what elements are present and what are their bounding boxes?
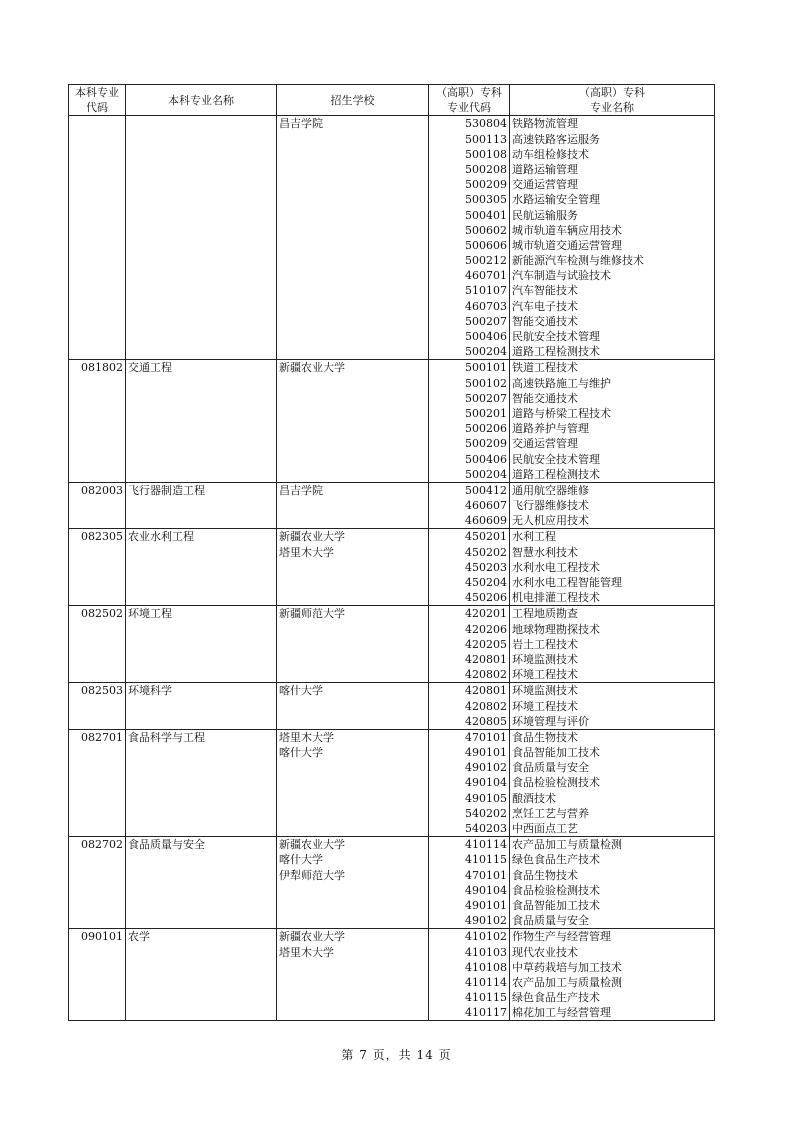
college-major-name: 环境监测技术: [512, 652, 578, 666]
bachelor-code: 082503: [81, 684, 123, 698]
school-cell: [277, 360, 429, 483]
college-major-code: 410103: [465, 945, 507, 959]
college-major-code: 500207: [465, 391, 507, 405]
college-major-name: 食品检验检测技术: [512, 883, 600, 897]
college-major-code: 490101: [465, 898, 507, 912]
college-major-code: 540203: [465, 822, 507, 835]
college-major-code: 460607: [465, 499, 507, 513]
college-major-code: 500201: [465, 406, 507, 420]
school-name: 塔里木大学: [279, 730, 334, 744]
bachelor-name-cell: [126, 529, 277, 606]
college-major-name: 城市轨道车辆应用技术: [512, 223, 622, 237]
school-name: 昌吉学院: [279, 483, 323, 497]
bachelor-name-cell: [126, 116, 277, 360]
bachelor-code: 090101: [81, 930, 123, 944]
college-major-code: 500412: [465, 483, 507, 497]
college-major-code: 420802: [465, 668, 507, 682]
school-cell: [277, 729, 429, 836]
college-major-code: 500108: [465, 147, 507, 161]
college-major-name: 棉花加工与经营管理: [512, 1006, 611, 1020]
college-major-code: 490102: [465, 914, 507, 928]
bachelor-code-cell: [69, 729, 126, 836]
college-major-code: 450203: [465, 560, 507, 574]
school-name: 新疆农业大学: [279, 930, 345, 944]
table-row: [69, 606, 715, 683]
table-row: [69, 116, 715, 360]
college-major-name: 食品生物技术: [512, 868, 578, 882]
college-major-name: 地球物理勘探技术: [512, 622, 600, 636]
school-name: 新疆农业大学: [279, 530, 345, 544]
college-major-name: 通用航空器维修: [512, 483, 589, 497]
table-row: [69, 360, 715, 483]
college-major-name: 智慧水利技术: [512, 545, 578, 559]
college-major-name: 无人机应用技术: [512, 514, 589, 528]
college-major-code: 420802: [465, 699, 507, 713]
college-name-cell: [510, 606, 715, 683]
college-major-name: 高速铁路施工与维护: [512, 376, 611, 390]
college-major-code: 410115: [465, 853, 507, 867]
college-major-name: 食品智能加工技术: [512, 898, 600, 912]
bachelor-code: 082702: [81, 838, 123, 852]
college-major-name: 食品质量与安全: [512, 914, 589, 928]
college-major-name: 中草药栽培与加工技术: [512, 960, 622, 974]
college-code-cell: [429, 360, 510, 483]
bachelor-code: 082003: [81, 483, 123, 497]
college-major-code: 500209: [465, 437, 507, 451]
header-bachelor-name: 本科专业名称: [126, 85, 277, 116]
college-major-name: 现代农业技术: [512, 945, 578, 959]
college-major-code: 500406: [465, 452, 507, 466]
college-major-name: 水利水电工程智能管理: [512, 576, 622, 589]
school-cell: [277, 929, 429, 1021]
college-major-name: 食品生物技术: [512, 730, 578, 744]
college-major-code: 500204: [465, 345, 507, 359]
college-major-name: 烹饪工艺与营养: [512, 806, 589, 820]
bachelor-code: 082305: [81, 530, 123, 544]
college-major-code: 490105: [465, 791, 507, 805]
bachelor-name: 交通工程: [128, 361, 172, 375]
page-footer: 第 7 页，共 14 页: [341, 1048, 452, 1062]
college-major-name: 铁路物流管理: [512, 117, 578, 131]
college-major-name: 交通运营管理: [512, 437, 578, 451]
bachelor-code-cell: [69, 929, 126, 1021]
college-major-code: 420805: [465, 714, 507, 728]
bachelor-name-cell: [126, 683, 277, 730]
college-major-name: 汽车制造与试验技术: [512, 269, 611, 283]
college-major-code: 500406: [465, 330, 507, 343]
college-major-name: 水利工程: [512, 530, 556, 544]
school-name: 喀什大学: [279, 853, 323, 867]
bachelor-name-cell: [126, 482, 277, 529]
bachelor-name-cell: [126, 837, 277, 929]
bachelor-code-cell: [69, 360, 126, 483]
college-major-code: 500101: [465, 361, 507, 375]
college-code-cell: [429, 837, 510, 929]
college-major-code: 420801: [465, 684, 507, 698]
college-major-code: 450201: [465, 530, 507, 544]
table-header-row: [69, 85, 715, 116]
bachelor-code: 081802: [81, 361, 123, 375]
college-major-code: 490104: [465, 776, 507, 790]
college-major-name: 汽车智能技术: [512, 284, 578, 298]
college-major-name: 水路运输安全管理: [512, 193, 600, 207]
bachelor-code-cell: [69, 683, 126, 730]
college-code-cell: [429, 929, 510, 1021]
college-major-code: 410114: [465, 975, 507, 989]
table-body: [69, 116, 715, 1021]
college-major-code: 500602: [465, 223, 507, 237]
college-major-name: 环境工程技术: [512, 668, 578, 682]
school-cell: [277, 683, 429, 730]
college-major-name: 飞行器维修技术: [512, 499, 589, 513]
college-major-code: 500208: [465, 162, 507, 176]
college-major-code: 500209: [465, 178, 507, 192]
college-major-code: 490102: [465, 761, 507, 775]
bachelor-name: [128, 116, 274, 131]
college-major-name: 环境管理与评价: [512, 714, 589, 728]
college-major-name: 绿色食品生产技术: [512, 991, 600, 1005]
table-row: [69, 683, 715, 730]
college-code-cell: [429, 116, 510, 360]
college-major-name: 环境监测技术: [512, 684, 578, 698]
school-name: 新疆农业大学: [279, 361, 345, 375]
college-major-name: 道路与桥梁工程技术: [512, 406, 611, 420]
college-major-code: 420801: [465, 652, 507, 666]
college-major-name: 道路工程检测技术: [512, 467, 600, 481]
college-major-name: 民航运输服务: [512, 208, 578, 222]
college-major-code: 450202: [465, 545, 507, 559]
table-row: [69, 529, 715, 606]
school-name: 喀什大学: [279, 684, 323, 698]
school-name: 伊犁师范大学: [279, 868, 345, 882]
header-bachelor-code: 本科专业 代码: [69, 85, 126, 116]
college-major-code: 460609: [465, 514, 507, 528]
bachelor-name: 环境工程: [128, 607, 172, 621]
college-name-cell: [510, 729, 715, 836]
college-major-code: 500606: [465, 238, 507, 252]
college-major-code: 470101: [465, 868, 507, 882]
college-major-code: 450204: [465, 576, 507, 589]
college-major-name: 水利水电工程技术: [512, 560, 600, 574]
college-major-name: 绿色食品生产技术: [512, 853, 600, 867]
header-college-name: （高职）专科 专业名称: [510, 85, 715, 116]
bachelor-name: 环境科学: [128, 684, 172, 698]
header-school: 招生学校: [277, 85, 429, 116]
college-major-code: 500305: [465, 193, 507, 207]
bachelor-name: 食品质量与安全: [128, 838, 205, 852]
college-major-code: 420201: [465, 607, 507, 621]
college-major-name: 道路运输管理: [512, 162, 578, 176]
college-major-code: 500207: [465, 314, 507, 328]
college-code-cell: [429, 606, 510, 683]
college-major-name: 新能源汽车检测与维修技术: [512, 254, 644, 268]
college-major-name: 食品智能加工技术: [512, 746, 600, 760]
college-major-code: 490101: [465, 746, 507, 760]
college-major-code: 420206: [465, 622, 507, 636]
school-name: 喀什大学: [279, 746, 323, 760]
college-code-cell: [429, 729, 510, 836]
college-major-name: 作物生产与经营管理: [512, 930, 611, 944]
college-major-name: 食品检验检测技术: [512, 776, 600, 790]
college-major-name: 高速铁路客运服务: [512, 132, 600, 146]
college-major-code: 420205: [465, 637, 507, 651]
college-major-code: 500102: [465, 376, 507, 390]
bachelor-code-cell: [69, 606, 126, 683]
college-name-cell: [510, 116, 715, 360]
college-major-code: 460701: [465, 269, 507, 283]
college-name-cell: [510, 360, 715, 483]
college-major-name: 农产品加工与质量检测: [512, 838, 622, 852]
college-major-code: 410108: [465, 960, 507, 974]
bachelor-name: 农业水利工程: [128, 530, 194, 544]
college-major-code: 500206: [465, 422, 507, 436]
college-major-code: 500113: [465, 132, 507, 146]
college-major-code: 410114: [465, 838, 507, 852]
college-major-code: 540202: [465, 806, 507, 820]
college-major-code: 490104: [465, 883, 507, 897]
college-major-code: 500212: [465, 254, 507, 268]
college-major-name: 民航安全技术管理: [512, 452, 600, 466]
college-major-code: 410117: [465, 1006, 507, 1020]
college-major-name: 农产品加工与质量检测: [512, 975, 622, 989]
college-code-cell: [429, 529, 510, 606]
college-major-name: 动车组检修技术: [512, 147, 589, 161]
college-major-code: 500204: [465, 467, 507, 481]
college-name-cell: [510, 683, 715, 730]
bachelor-name-cell: [126, 729, 277, 836]
bachelor-name: 食品科学与工程: [128, 730, 205, 744]
college-major-code: 510107: [465, 284, 507, 298]
college-name-cell: [510, 482, 715, 529]
college-code-cell: [429, 482, 510, 529]
college-major-code: 450206: [465, 591, 507, 605]
college-major-name: 岩土工程技术: [512, 637, 578, 651]
bachelor-name-cell: [126, 360, 277, 483]
college-major-code: 410115: [465, 991, 507, 1005]
college-major-name: 酿酒技术: [512, 791, 556, 805]
school-cell: [277, 482, 429, 529]
college-major-code: 460703: [465, 299, 507, 313]
college-major-name: 城市轨道交通运营管理: [512, 238, 622, 252]
bachelor-name: 农学: [128, 930, 150, 944]
college-major-code: 470101: [465, 730, 507, 744]
bachelor-code-cell: [69, 837, 126, 929]
college-major-name: 民航安全技术管理: [512, 330, 600, 343]
bachelor-name-cell: [126, 606, 277, 683]
college-major-name: 环境工程技术: [512, 699, 578, 713]
college-major-name: 中西面点工艺: [512, 822, 578, 835]
college-major-name: 智能交通技术: [512, 391, 578, 405]
college-major-name: 机电排灌工程技术: [512, 591, 600, 605]
college-name-cell: [510, 837, 715, 929]
school-name: 昌吉学院: [279, 117, 323, 131]
bachelor-code-cell: [69, 529, 126, 606]
header-college-code: （高职）专科 专业代码: [429, 85, 510, 116]
bachelor-code: 082502: [81, 607, 123, 621]
school-name: 塔里木大学: [279, 545, 334, 559]
college-name-cell: [510, 929, 715, 1021]
school-cell: [277, 606, 429, 683]
college-major-code: 410102: [465, 930, 507, 944]
college-major-name: 交通运营管理: [512, 178, 578, 192]
college-major-name: 工程地质勘查: [512, 607, 578, 621]
bachelor-code: [71, 116, 123, 131]
school-cell: [277, 837, 429, 929]
college-name-cell: [510, 529, 715, 606]
table-row: [69, 729, 715, 836]
bachelor-code: 082701: [81, 730, 123, 744]
school-name: 塔里木大学: [279, 945, 334, 959]
table-row: [69, 482, 715, 529]
table-row: [69, 837, 715, 929]
college-major-code: 500401: [465, 208, 507, 222]
college-major-name: 道路工程检测技术: [512, 345, 600, 359]
majors-table: [68, 84, 715, 1021]
school-name: 新疆农业大学: [279, 838, 345, 852]
college-major-name: 道路养护与管理: [512, 422, 589, 436]
college-major-name: 汽车电子技术: [512, 299, 578, 313]
college-major-name: 食品质量与安全: [512, 761, 589, 775]
bachelor-code-cell: [69, 116, 126, 360]
bachelor-code-cell: [69, 482, 126, 529]
school-name: 新疆师范大学: [279, 607, 345, 621]
college-code-cell: [429, 683, 510, 730]
table-row: [69, 929, 715, 1021]
college-major-code: 530804: [465, 117, 507, 131]
college-major-name: 智能交通技术: [512, 314, 578, 328]
college-major-name: 铁道工程技术: [512, 361, 578, 375]
bachelor-name-cell: [126, 929, 277, 1021]
school-cell: [277, 116, 429, 360]
school-cell: [277, 529, 429, 606]
bachelor-name: 飞行器制造工程: [128, 483, 205, 497]
